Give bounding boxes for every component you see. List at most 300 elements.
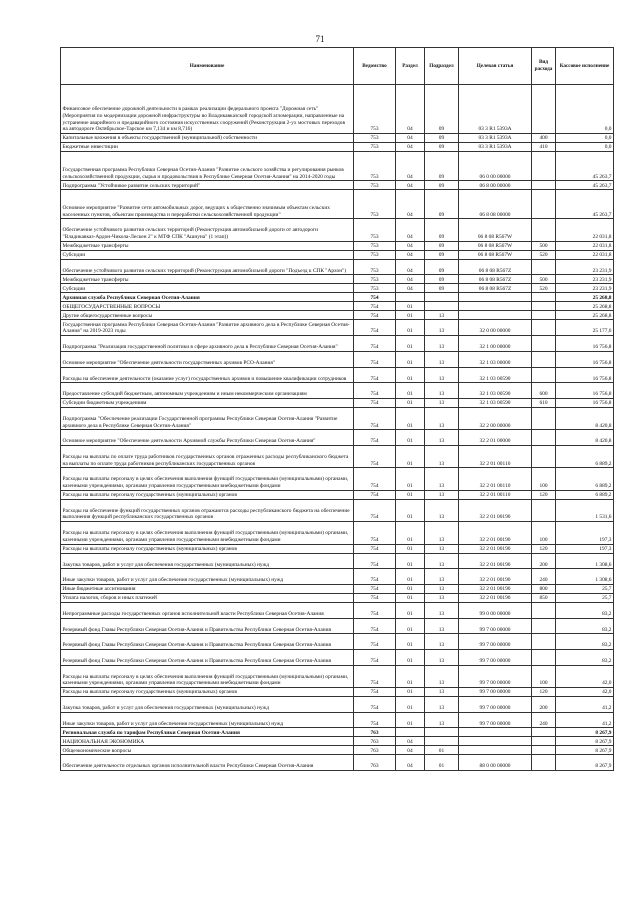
row-expense-type: [532, 445, 556, 467]
table-row: [61, 250, 614, 259]
row-target-item: 06 8 08 R567W: [459, 250, 532, 259]
row-section: 01: [396, 712, 425, 728]
row-department: 754: [354, 688, 396, 697]
row-section: 01: [396, 351, 425, 367]
table-row: [61, 569, 614, 585]
table-row: [61, 383, 614, 399]
row-cash-execution: 45 263,7: [556, 181, 614, 190]
row-name: Расходы на обеспечение функций государственных органов отражаются расходы республиканского бюджета на обеспечение выполнения функций республиканских государственных органов: [61, 499, 354, 521]
row-section: 01: [396, 445, 425, 467]
row-target-item: [459, 311, 532, 320]
row-subsection: 13: [425, 430, 459, 446]
row-section: 01: [396, 584, 425, 593]
row-expense-type: [532, 351, 556, 367]
row-section: 04: [396, 259, 425, 275]
row-cash-execution: 197,3: [556, 544, 614, 553]
row-target-item: 06 0 00 00000: [459, 152, 532, 181]
row-expense-type: 100: [532, 665, 556, 687]
row-target-item: 88 0 00 00000: [459, 755, 532, 771]
row-name: Иные закупки товаров, работ и услуг для обеспечения государственных (муниципальных) нужд: [61, 712, 354, 728]
row-department: 754: [354, 553, 396, 569]
row-department: 754: [354, 311, 396, 320]
row-name: ОБЩЕГОСУДАРСТВЕННЫЕ ВОПРОСЫ: [61, 302, 354, 311]
row-subsection: [425, 293, 459, 302]
row-subsection: 09: [425, 152, 459, 181]
row-section: 01: [396, 398, 425, 407]
table-header-row: [61, 48, 614, 85]
table-row: [61, 311, 614, 320]
row-department: 754: [354, 584, 396, 593]
row-name: Уплата налогов, сборов и иных платежей: [61, 593, 354, 602]
row-subsection: 13: [425, 311, 459, 320]
row-subsection: 13: [425, 602, 459, 618]
row-subsection: 13: [425, 445, 459, 467]
row-section: 01: [396, 430, 425, 446]
row-name: Подпрограмма "Устойчивое развитие сельских территорий": [61, 181, 354, 190]
row-cash-execution: 6 889,2: [556, 445, 614, 467]
row-department: 754: [354, 522, 396, 544]
row-target-item: 99 7 00 00000: [459, 712, 532, 728]
table-row: [61, 351, 614, 367]
row-section: 04: [396, 143, 425, 152]
row-department: 753: [354, 134, 396, 143]
row-name: Капитальные вложения в объекты государственной (муниципальной) собственности: [61, 134, 354, 143]
row-section: 01: [396, 383, 425, 399]
table-row: [61, 134, 614, 143]
row-expense-type: [532, 302, 556, 311]
row-subsection: 13: [425, 351, 459, 367]
row-section: 04: [396, 152, 425, 181]
row-subsection: 13: [425, 697, 459, 713]
row-subsection: 13: [425, 522, 459, 544]
row-subsection: 13: [425, 618, 459, 634]
row-subsection: 13: [425, 383, 459, 399]
row-name: Основное мероприятие "Обеспечение деятельности государственных архивов РСО-Алания": [61, 351, 354, 367]
header-cash-execution: Кассовое исполнение: [556, 48, 614, 85]
row-name: Подпрограмма "Обеспечение реализации Государственной программы Республики Северная Осетия-Алания "Развитие архивного дела в Республике Северная Осетия-Алания": [61, 407, 354, 429]
table-row: [61, 593, 614, 602]
row-section: 01: [396, 697, 425, 713]
row-department: 763: [354, 746, 396, 755]
row-subsection: 13: [425, 553, 459, 569]
table-row: [61, 190, 614, 219]
row-section: 04: [396, 275, 425, 284]
row-target-item: 32 0 00 00000: [459, 320, 532, 336]
table-row: [61, 584, 614, 593]
row-target-item: 32 2 01 00190: [459, 593, 532, 602]
table-body: [61, 85, 614, 771]
row-expense-type: 520: [532, 284, 556, 293]
row-department: 753: [354, 143, 396, 152]
row-cash-execution: 0,0: [556, 143, 614, 152]
row-cash-execution: 41,2: [556, 697, 614, 713]
row-section: 01: [396, 665, 425, 687]
row-subsection: [425, 737, 459, 746]
row-target-item: 03 3 R1 5393А: [459, 143, 532, 152]
row-target-item: 99 7 00 00000: [459, 665, 532, 687]
row-subsection: 13: [425, 367, 459, 383]
row-expense-type: 500: [532, 275, 556, 284]
row-target-item: 32 1 03 00590: [459, 398, 532, 407]
row-cash-execution: 42,0: [556, 688, 614, 697]
table-row: [61, 544, 614, 553]
row-section: 01: [396, 593, 425, 602]
row-cash-execution: 16 756,8: [556, 351, 614, 367]
row-cash-execution: 16 756,8: [556, 383, 614, 399]
table-row: [61, 697, 614, 713]
row-cash-execution: 45 263,7: [556, 152, 614, 181]
header-name: Наименование: [61, 48, 354, 85]
row-section: 01: [396, 302, 425, 311]
row-cash-execution: 23 231,9: [556, 259, 614, 275]
row-department: 754: [354, 602, 396, 618]
row-section: 01: [396, 688, 425, 697]
row-section: 04: [396, 181, 425, 190]
row-subsection: 09: [425, 259, 459, 275]
row-department: 754: [354, 351, 396, 367]
row-cash-execution: 83,2: [556, 634, 614, 650]
row-name: Общеэкономические вопросы: [61, 746, 354, 755]
row-department: 754: [354, 499, 396, 521]
row-subsection: 13: [425, 688, 459, 697]
row-subsection: 01: [425, 746, 459, 755]
row-target-item: 06 8 08 R567Z: [459, 275, 532, 284]
row-section: 01: [396, 522, 425, 544]
table-row: [61, 602, 614, 618]
row-expense-type: [532, 737, 556, 746]
row-department: 763: [354, 728, 396, 737]
row-name: Расходы на выплаты персоналу государственных (муниципальных) органов: [61, 490, 354, 499]
table-row: [61, 522, 614, 544]
row-cash-execution: 1 531,6: [556, 499, 614, 521]
row-cash-execution: 0,0: [556, 85, 614, 134]
row-subsection: 13: [425, 584, 459, 593]
row-name: Субсидии: [61, 250, 354, 259]
row-department: 753: [354, 250, 396, 259]
row-cash-execution: 45 263,7: [556, 190, 614, 219]
table-row: [61, 430, 614, 446]
row-target-item: 03 3 R1 5393А: [459, 85, 532, 134]
header-target-item: Целевая статья: [459, 48, 532, 85]
row-section: 04: [396, 746, 425, 755]
row-department: 754: [354, 634, 396, 650]
table-row: [61, 490, 614, 499]
row-target-item: 32 2 01 00190: [459, 553, 532, 569]
row-expense-type: [532, 602, 556, 618]
row-expense-type: 850: [532, 593, 556, 602]
row-target-item: 32 2 01 00190: [459, 584, 532, 593]
row-name: Иные бюджетные ассигнования: [61, 584, 354, 593]
table-row: [61, 293, 614, 302]
row-expense-type: 500: [532, 241, 556, 250]
table-row: [61, 553, 614, 569]
row-department: 753: [354, 275, 396, 284]
row-department: 754: [354, 490, 396, 499]
row-cash-execution: 41,2: [556, 712, 614, 728]
row-cash-execution: 6 889,2: [556, 490, 614, 499]
row-section: 04: [396, 737, 425, 746]
row-expense-type: 240: [532, 569, 556, 585]
row-expense-type: 610: [532, 398, 556, 407]
row-name: Межбюджетные трансферты: [61, 241, 354, 250]
row-target-item: 32 1 00 00000: [459, 336, 532, 352]
row-name: Основное мероприятие "Обеспечение деятельности Архивной службы Республики Северная Осетия-Алания": [61, 430, 354, 446]
row-name: Межбюджетные трансферты: [61, 275, 354, 284]
row-subsection: 13: [425, 398, 459, 407]
row-subsection: 13: [425, 712, 459, 728]
row-department: 754: [354, 544, 396, 553]
table-row: [61, 712, 614, 728]
table-row: [61, 152, 614, 181]
row-department: 754: [354, 398, 396, 407]
table-row: [61, 219, 614, 241]
table-row: [61, 398, 614, 407]
row-cash-execution: 16 756,8: [556, 398, 614, 407]
row-subsection: 13: [425, 468, 459, 490]
row-subsection: 09: [425, 181, 459, 190]
row-expense-type: 120: [532, 490, 556, 499]
row-section: 01: [396, 311, 425, 320]
table-row: [61, 688, 614, 697]
row-name: Расходы на выплаты персоналу государственных (муниципальных) органов: [61, 544, 354, 553]
row-cash-execution: 83,2: [556, 649, 614, 665]
row-name: Расходы на выплаты персоналу в целях обеспечения выполнения функций государственными (муниципальными) органами, казенными учреждениями, органами управления государственными внебюджетными фондами: [61, 665, 354, 687]
row-target-item: 32 1 03 00000: [459, 351, 532, 367]
row-expense-type: 520: [532, 250, 556, 259]
row-subsection: 09: [425, 250, 459, 259]
row-subsection: [425, 302, 459, 311]
row-section: 01: [396, 336, 425, 352]
row-cash-execution: 0,0: [556, 134, 614, 143]
row-section: 01: [396, 320, 425, 336]
row-cash-execution: 25 177,6: [556, 320, 614, 336]
row-target-item: [459, 737, 532, 746]
row-subsection: 09: [425, 241, 459, 250]
row-section: 01: [396, 499, 425, 521]
row-section: 04: [396, 219, 425, 241]
row-target-item: 99 7 00 00000: [459, 649, 532, 665]
row-name: Государственная программа Республики Северная Осетия-Алания "Развитие сельского хозяйства и регулирования рынков сельскохозяйственной продукции, сырья и продовольствия в Республике Северная Осетия-Алания" на 2014-2020 годы: [61, 152, 354, 181]
row-cash-execution: 16 756,8: [556, 367, 614, 383]
row-department: 753: [354, 190, 396, 219]
row-target-item: 06 8 08 R567Z: [459, 259, 532, 275]
row-subsection: 13: [425, 634, 459, 650]
row-name: Непрограммные расходы государственных органов исполнительной власти Республики Северная Осетия-Алания: [61, 602, 354, 618]
row-expense-type: [532, 311, 556, 320]
table-row: [61, 407, 614, 429]
page-number: 71: [315, 34, 325, 44]
row-department: 753: [354, 259, 396, 275]
row-subsection: 09: [425, 85, 459, 134]
row-section: 04: [396, 284, 425, 293]
row-section: 04: [396, 85, 425, 134]
row-name: Расходы на выплаты персоналу государственных (муниципальных) органов: [61, 688, 354, 697]
row-department: 754: [354, 618, 396, 634]
row-section: 01: [396, 544, 425, 553]
row-target-item: 06 8 08 R567Z: [459, 284, 532, 293]
row-name: Резервный фонд Главы Республики Северная Осетия-Алания и Правительства Республики Северная Осетия-Алания: [61, 634, 354, 650]
row-cash-execution: 8 267,9: [556, 755, 614, 771]
row-cash-execution: 83,2: [556, 618, 614, 634]
row-name: Расходы на выплаты по оплате труда работников государственных органов отраженных расходы республиканского бюджета на выплаты по оплате труда работников республиканских государственных органов: [61, 445, 354, 467]
header-department: Ведомство: [354, 48, 396, 85]
row-cash-execution: 23 231,9: [556, 275, 614, 284]
table-row: [61, 181, 614, 190]
row-name: Бюджетные инвестиции: [61, 143, 354, 152]
row-target-item: [459, 746, 532, 755]
row-target-item: 32 2 00 00000: [459, 407, 532, 429]
row-expense-type: 100: [532, 468, 556, 490]
row-target-item: 32 2 01 00190: [459, 544, 532, 553]
table-row: [61, 302, 614, 311]
table-row: [61, 737, 614, 746]
row-section: 01: [396, 468, 425, 490]
row-name: Расходы на выплаты персоналу в целях обеспечения выполнения функций государственными (муниципальными) органами, казенными учреждениями, органами управления государственными внебюджетными фондами: [61, 468, 354, 490]
table-row: [61, 367, 614, 383]
row-name: Государственная программа Республики Северная Осетия-Алания "Развитие архивного дела в Республике Северная Осетия-Алания" на 2019-2023 годы: [61, 320, 354, 336]
row-name: Расходы на выплаты персоналу в целях обеспечения выполнения функций государственными (муниципальными) органами, казенными учреждениями, органами управления государственными внебюджетными фондами: [61, 522, 354, 544]
row-target-item: 32 2 01 00190: [459, 522, 532, 544]
row-department: 754: [354, 697, 396, 713]
row-expense-type: [532, 336, 556, 352]
row-department: 763: [354, 755, 396, 771]
row-expense-type: 200: [532, 697, 556, 713]
row-expense-type: [532, 746, 556, 755]
row-expense-type: 120: [532, 688, 556, 697]
row-expense-type: [532, 728, 556, 737]
row-subsection: 09: [425, 275, 459, 284]
row-target-item: 99 0 00 00000: [459, 602, 532, 618]
row-subsection: 13: [425, 320, 459, 336]
table-row: [61, 499, 614, 521]
header-expense-type: Вид расхода: [532, 48, 556, 85]
row-cash-execution: 22 031,8: [556, 241, 614, 250]
row-subsection: 01: [425, 755, 459, 771]
row-department: 753: [354, 219, 396, 241]
row-section: 01: [396, 602, 425, 618]
table-row: [61, 241, 614, 250]
row-cash-execution: 8 420,8: [556, 430, 614, 446]
row-target-item: 32 2 01 00110: [459, 445, 532, 467]
row-cash-execution: 8 267,9: [556, 728, 614, 737]
row-department: 754: [354, 383, 396, 399]
row-name: Предоставление субсидий бюджетным, автономным учреждениям и иным некоммерческим организациям: [61, 383, 354, 399]
row-expense-type: [532, 85, 556, 134]
table-row: [61, 336, 614, 352]
row-target-item: 32 2 01 00190: [459, 499, 532, 521]
row-subsection: 13: [425, 336, 459, 352]
row-department: 754: [354, 407, 396, 429]
row-target-item: 32 2 01 00000: [459, 430, 532, 446]
row-cash-execution: 8 420,8: [556, 407, 614, 429]
row-subsection: 13: [425, 407, 459, 429]
row-name: Резервный фонд Главы Республики Северная Осетия-Алания и Правительства Республики Северная Осетия-Алания: [61, 649, 354, 665]
table-row: [61, 728, 614, 737]
table-row: [61, 259, 614, 275]
row-expense-type: [532, 649, 556, 665]
row-expense-type: 240: [532, 712, 556, 728]
row-expense-type: [532, 320, 556, 336]
row-name: Основное мероприятие "Развитие сети автомобильных дорог, ведущих к общественно значимым объектам сельских населенных пунктов, объектам производства и переработки сельскохозяйственной продукции": [61, 190, 354, 219]
row-target-item: [459, 293, 532, 302]
row-name: Архивная служба Республики Северная Осетия-Алания: [61, 293, 354, 302]
row-target-item: 99 7 00 00000: [459, 618, 532, 634]
row-name: Другие общегосударственные вопросы: [61, 311, 354, 320]
row-cash-execution: 25,7: [556, 584, 614, 593]
row-department: 753: [354, 284, 396, 293]
table-row: [61, 634, 614, 650]
row-section: 04: [396, 134, 425, 143]
row-target-item: 06 8 08 00000: [459, 190, 532, 219]
row-target-item: 06 8 00 00000: [459, 181, 532, 190]
row-name: Иные закупки товаров, работ и услуг для обеспечения государственных (муниципальных) нужд: [61, 569, 354, 585]
row-expense-type: 410: [532, 143, 556, 152]
row-section: 01: [396, 490, 425, 499]
row-department: 754: [354, 302, 396, 311]
row-target-item: 06 8 08 R567W: [459, 241, 532, 250]
row-name: Обеспечение устойчивого развития сельских территорий (Реконструкция автомобильной дороги "Подъезд к СПК "Архон"): [61, 259, 354, 275]
table-row: [61, 284, 614, 293]
row-name: Финансовое обеспечение дорожной деятельности в рамках реализации федерального проекта "Дорожная сеть" (Мероприятия по модернизации дорожной инфраструктуры во Владикавказской городской агломерации, направленные на устранение аварийного и предаварийного состояния искусственных сооружений (Реконструкция 2-ух мостовых переходов на автодороге Октябрьское-Тарское км 7,134 и км 8,716): [61, 85, 354, 134]
row-subsection: 09: [425, 219, 459, 241]
row-name: Обеспечение устойчивого развития сельских территорий (Реконструкция автомобильной дороги от автодороги "Владикавказ-Ардон-Чикола-Лескен 2" к МТФ СПК "Ашнуна" (1 этап)): [61, 219, 354, 241]
header-subsection: Подраздел: [425, 48, 459, 85]
row-section: [396, 728, 425, 737]
row-section: 04: [396, 241, 425, 250]
table-row: [61, 468, 614, 490]
row-department: 763: [354, 737, 396, 746]
row-cash-execution: 22 031,8: [556, 219, 614, 241]
row-name: Обеспечение деятельности отдельных органов исполнительной власти Республики Северная Осетия-Алания: [61, 755, 354, 771]
table-row: [61, 445, 614, 467]
row-cash-execution: 25 268,8: [556, 302, 614, 311]
row-section: 04: [396, 190, 425, 219]
row-subsection: 13: [425, 499, 459, 521]
row-name: НАЦИОНАЛЬНАЯ ЭКОНОМИКА: [61, 737, 354, 746]
table-row: [61, 143, 614, 152]
row-expense-type: [532, 293, 556, 302]
row-department: 753: [354, 181, 396, 190]
row-department: 754: [354, 665, 396, 687]
row-expense-type: 120: [532, 544, 556, 553]
row-department: 754: [354, 593, 396, 602]
row-subsection: [425, 728, 459, 737]
row-target-item: 32 2 01 00110: [459, 490, 532, 499]
row-name: Субсидии бюджетным учреждениям: [61, 398, 354, 407]
row-expense-type: [532, 152, 556, 181]
row-subsection: 13: [425, 593, 459, 602]
row-department: 754: [354, 293, 396, 302]
row-cash-execution: 6 889,2: [556, 468, 614, 490]
row-section: [396, 293, 425, 302]
row-department: 754: [354, 336, 396, 352]
row-target-item: 06 8 08 R567W: [459, 219, 532, 241]
table-row: [61, 746, 614, 755]
header-section: Раздел: [396, 48, 425, 85]
row-department: 754: [354, 320, 396, 336]
row-cash-execution: 22 031,8: [556, 250, 614, 259]
row-expense-type: [532, 755, 556, 771]
row-cash-execution: 1 308,6: [556, 553, 614, 569]
row-subsection: 09: [425, 134, 459, 143]
row-subsection: 13: [425, 569, 459, 585]
row-target-item: 32 2 01 00110: [459, 468, 532, 490]
row-department: 754: [354, 712, 396, 728]
row-expense-type: [532, 618, 556, 634]
row-subsection: 09: [425, 190, 459, 219]
row-expense-type: [532, 430, 556, 446]
budget-execution-table: [60, 47, 614, 771]
